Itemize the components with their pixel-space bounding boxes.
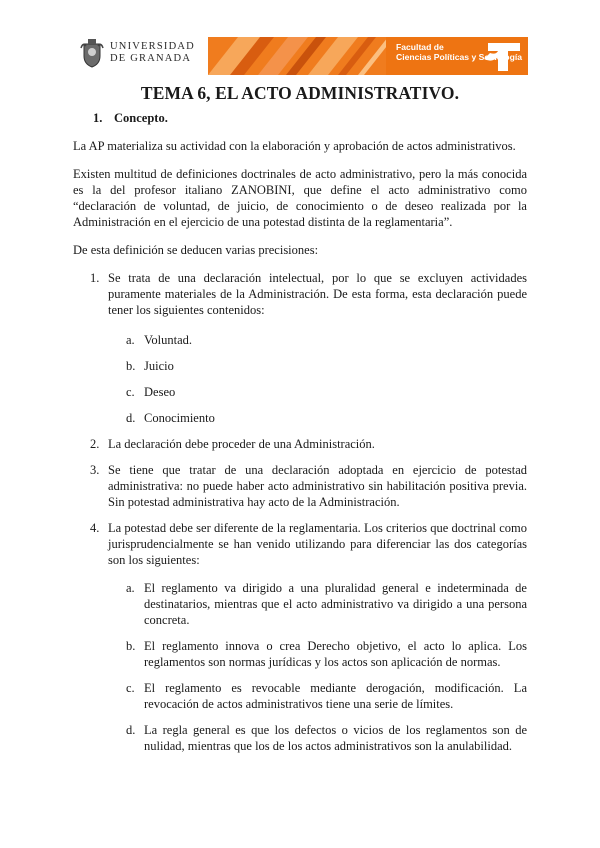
section-title: Concepto. [114, 111, 168, 125]
list-item [73, 462, 527, 510]
contents-sublist [108, 332, 527, 426]
section-number: 1. [93, 111, 103, 125]
document-title: TEMA 6, EL ACTO ADMINISTRATIVO. [140, 83, 460, 103]
list-marker: 3. [90, 463, 100, 477]
section-heading [93, 111, 527, 126]
sublist-item [108, 332, 527, 348]
sublist-item [108, 722, 527, 754]
coat-of-arms-icon [80, 38, 104, 68]
list-item [73, 436, 527, 452]
sublist-marker: c. [126, 385, 135, 399]
sublist-item-text: Juicio [144, 359, 174, 373]
page-header [0, 0, 600, 80]
sublist-item [108, 358, 527, 374]
paragraph-precisions: De esta definición se deducen varias precisiones: [73, 243, 319, 257]
faculty-name-line1: Facultad de [396, 42, 444, 52]
sublist-item-text: Deseo [144, 385, 176, 399]
sublist-item-text: La regla general es que los defectos o vicios de los reglamentos son de nulidad, mientras que los de los actos administrativos son la anulabilidad. [144, 723, 527, 753]
sublist-item-text: Conocimiento [144, 411, 215, 425]
sublist-item [108, 580, 527, 628]
sublist-marker: a. [126, 581, 135, 595]
sublist-marker: b. [126, 359, 136, 373]
sublist-item-text: El reglamento innova o crea Derecho objetivo, el acto lo aplica. Los reglamentos son normas jurídicas y los actos son aplicación de normas. [144, 639, 527, 669]
sublist-item [108, 638, 527, 670]
precisions-list [73, 270, 527, 754]
sublist-item-text: El reglamento va dirigido a una pluralidad general e indeterminada de destinatarios, mientras que el acto administrativo va dirigido a una persona concreta. [144, 581, 527, 627]
list-item-text: Se tiene que tratar de una declaración adoptada en ejercicio de potestad administrativa: no puede haber acto administrativo sin habilitación positiva previa. Sin potestad administrativa hay acto de la Administración. [108, 463, 527, 509]
sublist-marker: b. [126, 639, 136, 653]
sublist-item-text: Voluntad. [144, 333, 193, 347]
list-item [73, 270, 527, 426]
list-marker: 4. [90, 521, 100, 535]
paragraph-intro: La AP materializa su actividad con la elaboración y aprobación de actos administrativos. [73, 139, 516, 153]
list-item-text: Se trata de una declaración intelectual, por lo que se excluyen actividades puramente materiales de la Administración. De esta forma, esta declaración puede tener los siguientes contenidos: [108, 271, 527, 317]
sublist-marker: d. [126, 411, 136, 425]
sublist-item [108, 410, 527, 426]
university-name-line1: UNIVERSIDAD [110, 41, 195, 52]
sublist-item [108, 680, 527, 712]
university-logo [80, 38, 195, 68]
sublist-item-text: El reglamento es revocable mediante derogación, modificación. La revocación de actos administrativos tiene una serie de límites. [144, 681, 527, 711]
list-marker: 2. [90, 437, 100, 451]
sublist-marker: d. [126, 723, 136, 737]
list-item-text: La declaración debe proceder de una Administración. [108, 437, 375, 451]
faculty-name-line2: Ciencias Políticas y Sociología [396, 52, 523, 62]
criteria-sublist [108, 580, 527, 754]
paragraph-definition: Existen multitud de definiciones doctrinales de acto administrativo, pero la más conocida es la del profesor italiano ZANOBINI, que define el acto administrativo como “declaración de voluntad, de juicio, de conocimiento o de deseo realizada por la Administración en el ejercicio de una potestad distinta de la reglamentaria”. [73, 167, 527, 229]
sublist-item [108, 384, 527, 400]
list-item [73, 520, 527, 754]
faculty-name [396, 42, 522, 62]
document-body [73, 80, 527, 754]
list-marker: 1. [90, 271, 100, 285]
list-item-text: La potestad debe ser diferente de la reglamentaria. Los criterios que doctrinal como jurisprudencialmente se han venido utilizando para diferenciar las dos categorías son los siguientes: [108, 521, 527, 567]
university-name-line2: DE GRANADA [110, 53, 192, 64]
sublist-marker: c. [126, 681, 135, 695]
sublist-marker: a. [126, 333, 135, 347]
